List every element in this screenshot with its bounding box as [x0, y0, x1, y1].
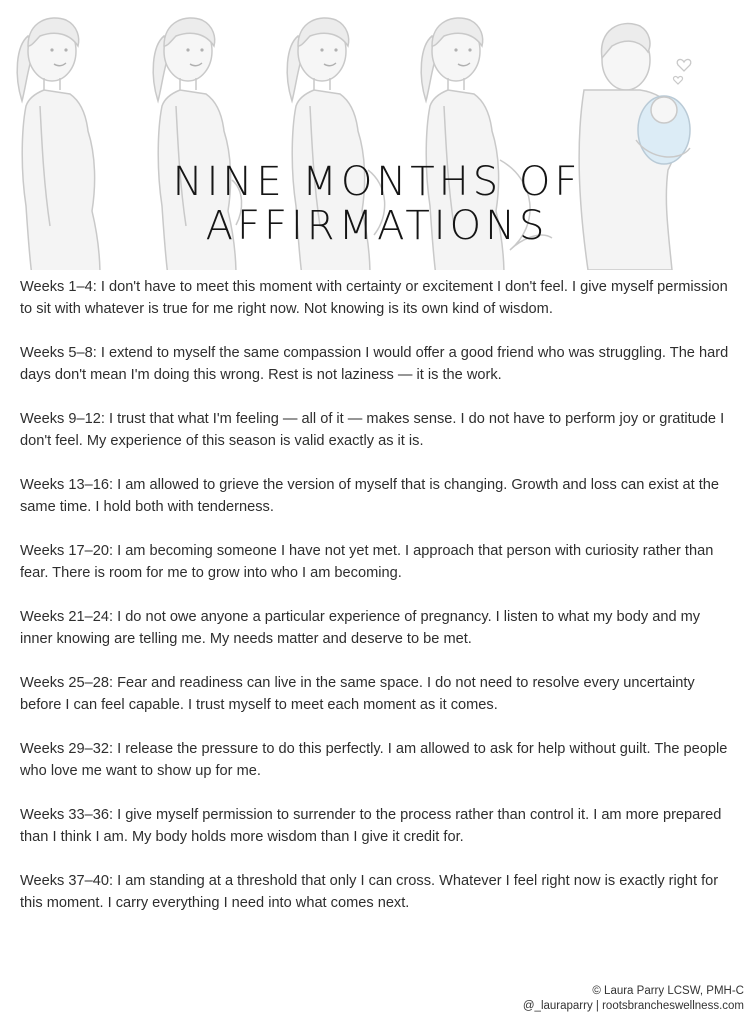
- affirmations-list: [20, 276, 735, 936]
- page-title: [0, 160, 754, 248]
- title-line-2: AFFIRMATIONS: [205, 203, 549, 249]
- affirmation-weeks-5-8: Weeks 5–8: I extend to myself the same compassion I would offer a good friend who was struggling. The hard days don't mean I'm doing this wrong. Rest is not laziness — it is the work.: [20, 345, 729, 383]
- affirmation-weeks-33-36: Weeks 33–36: I give myself permission to surrender to the process rather than control it. I am more prepared than I think I am. My body holds more wisdom than I give it credit for.: [20, 807, 722, 845]
- title-line-1: NINE MONTHS OF: [172, 159, 582, 205]
- affirmation-weeks-25-28: Weeks 25–28: Fear and readiness can live in the same space. I do not need to resolve every uncertainty before I can feel capable. I trust myself to meet each moment as it comes.: [20, 675, 695, 713]
- affirmation-weeks-21-24: Weeks 21–24: I do not owe anyone a particular experience of pregnancy. I listen to what my body and my inner knowing are telling me. My needs matter and deserve to be met.: [20, 609, 701, 647]
- copyright-text: © Laura Parry LCSW, PMH-C: [592, 985, 744, 997]
- affirmation-weeks-37-40: Weeks 37–40: I am standing at a threshold that only I can cross. Whatever I feel right now is exactly right for this moment. I carry everything I need into what comes next.: [20, 873, 719, 911]
- affirmation-weeks-17-20: Weeks 17–20: I am becoming someone I have not yet met. I approach that person with curiosity rather than fear. There is room for me to grow into who I am becoming.: [20, 543, 714, 581]
- footer-credits: [523, 984, 744, 1014]
- affirmation-weeks-1-4: Weeks 1–4: I don't have to meet this moment with certainty or excitement I don't feel. I give myself permission to sit with whatever is true for me right now. Not knowing is its own kind of wisdom.: [20, 279, 728, 317]
- contact-text: @_lauraparry | rootsbrancheswellness.com: [522, 1000, 744, 1012]
- affirmation-weeks-9-12: Weeks 9–12: I trust that what I'm feeling — all of it — makes sense. I do not have to perform joy or gratitude I don't feel. My experience of this season is valid exactly as it is.: [20, 411, 725, 449]
- affirmation-weeks-29-32: Weeks 29–32: I release the pressure to do this perfectly. I am allowed to ask for help without guilt. The people who love me want to show up for me.: [20, 741, 728, 779]
- affirmation-weeks-13-16: Weeks 13–16: I am allowed to grieve the version of myself that is changing. Growth and loss can exist at the same time. I hold both with tenderness.: [20, 477, 719, 515]
